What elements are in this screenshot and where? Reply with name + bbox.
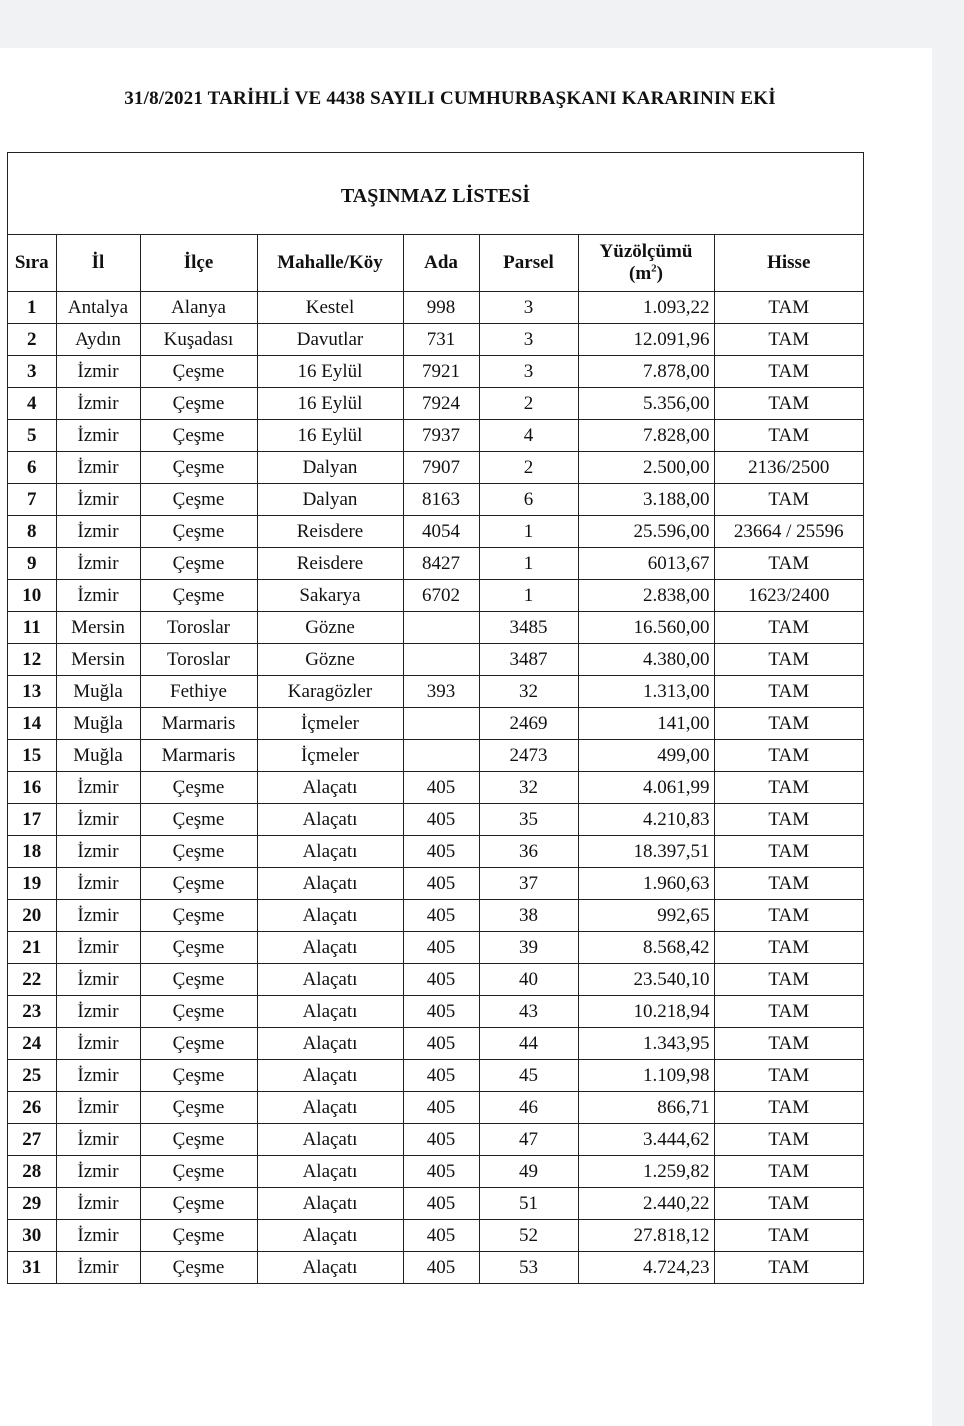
cell-ada: 405 (403, 772, 479, 804)
cell-mahalle: Reisdere (257, 516, 403, 548)
cell-ilce: Çeşme (140, 772, 257, 804)
cell-parsel: 3 (479, 356, 578, 388)
cell-ilce: Çeşme (140, 548, 257, 580)
header-mahalle: Mahalle/Köy (257, 235, 403, 292)
cell-parsel: 32 (479, 772, 578, 804)
cell-parsel: 1 (479, 548, 578, 580)
cell-mahalle: Gözne (257, 644, 403, 676)
cell-parsel: 4 (479, 420, 578, 452)
cell-sira: 22 (8, 964, 56, 996)
cell-il: İzmir (56, 420, 140, 452)
cell-yuzolcumu: 6013,67 (578, 548, 714, 580)
table-row (8, 324, 863, 356)
cell-mahalle: 16 Eylül (257, 356, 403, 388)
cell-hisse: TAM (714, 772, 863, 804)
cell-mahalle: Alaçatı (257, 836, 403, 868)
cell-il: Aydın (56, 324, 140, 356)
cell-ada: 405 (403, 1252, 479, 1284)
cell-ilce: Marmaris (140, 708, 257, 740)
cell-parsel: 38 (479, 900, 578, 932)
table-row (8, 548, 863, 580)
cell-yuzolcumu: 992,65 (578, 900, 714, 932)
header-yuzolcumu-unit: $(m^2)$ (629, 262, 663, 284)
cell-ada (403, 708, 479, 740)
cell-ada (403, 740, 479, 772)
cell-ada: 4054 (403, 516, 479, 548)
cell-parsel: 3487 (479, 644, 578, 676)
header-yuzolcumu (578, 235, 714, 292)
cell-ilce: Çeşme (140, 836, 257, 868)
cell-mahalle: Sakarya (257, 580, 403, 612)
cell-parsel: 45 (479, 1060, 578, 1092)
cell-ilce: Marmaris (140, 740, 257, 772)
table-row (8, 1252, 863, 1284)
cell-ilce: Çeşme (140, 868, 257, 900)
cell-ada: 405 (403, 996, 479, 1028)
cell-ada: 998 (403, 292, 479, 324)
cell-ada: 405 (403, 964, 479, 996)
cell-hisse: TAM (714, 1252, 863, 1284)
cell-yuzolcumu: 1.259,82 (578, 1156, 714, 1188)
cell-mahalle: Alaçatı (257, 964, 403, 996)
cell-ada: 405 (403, 1156, 479, 1188)
cell-yuzolcumu: 12.091,96 (578, 324, 714, 356)
table-row (8, 292, 863, 324)
cell-sira: 19 (8, 868, 56, 900)
cell-yuzolcumu: 8.568,42 (578, 932, 714, 964)
cell-mahalle: Alaçatı (257, 804, 403, 836)
cell-hisse: TAM (714, 484, 863, 516)
cell-mahalle: Dalyan (257, 484, 403, 516)
table-row (8, 676, 863, 708)
cell-ada: 6702 (403, 580, 479, 612)
cell-il: İzmir (56, 836, 140, 868)
cell-mahalle: Alaçatı (257, 1060, 403, 1092)
cell-ada: 405 (403, 804, 479, 836)
cell-ilce: Kuşadası (140, 324, 257, 356)
table-row (8, 996, 863, 1028)
header-ada: Ada (403, 235, 479, 292)
cell-yuzolcumu: 499,00 (578, 740, 714, 772)
document-title: 31/8/2021 TARİHLİ VE 4438 SAYILI CUMHURBAŞKANI KARARININ EKİ (124, 88, 776, 109)
cell-il: Muğla (56, 676, 140, 708)
header-yuzolcumu-label: Yüzölçümü (599, 241, 693, 262)
cell-yuzolcumu: 4.210,83 (578, 804, 714, 836)
cell-sira: 10 (8, 580, 56, 612)
cell-sira: 29 (8, 1188, 56, 1220)
cell-hisse: TAM (714, 1188, 863, 1220)
cell-ada: 405 (403, 1028, 479, 1060)
cell-yuzolcumu: 3.444,62 (578, 1124, 714, 1156)
cell-mahalle: Alaçatı (257, 1220, 403, 1252)
cell-mahalle: Alaçatı (257, 1092, 403, 1124)
cell-hisse: TAM (714, 324, 863, 356)
cell-mahalle: Alaçatı (257, 868, 403, 900)
cell-sira: 31 (8, 1252, 56, 1284)
cell-hisse: TAM (714, 548, 863, 580)
cell-ilce: Çeşme (140, 1188, 257, 1220)
cell-hisse: TAM (714, 1060, 863, 1092)
cell-il: İzmir (56, 452, 140, 484)
cell-il: Muğla (56, 740, 140, 772)
cell-il: İzmir (56, 580, 140, 612)
cell-yuzolcumu: 141,00 (578, 708, 714, 740)
cell-sira: 12 (8, 644, 56, 676)
table-row (8, 772, 863, 804)
cell-hisse: TAM (714, 868, 863, 900)
cell-parsel: 44 (479, 1028, 578, 1060)
cell-mahalle: Alaçatı (257, 1028, 403, 1060)
cell-parsel: 43 (479, 996, 578, 1028)
header-ilce: İlçe (140, 235, 257, 292)
cell-ada: 405 (403, 836, 479, 868)
cell-parsel: 35 (479, 804, 578, 836)
cell-hisse: 23664 / 25596 (714, 516, 863, 548)
cell-parsel: 3485 (479, 612, 578, 644)
property-table (8, 235, 863, 1284)
cell-yuzolcumu: 4.380,00 (578, 644, 714, 676)
cell-ada (403, 612, 479, 644)
cell-parsel: 2473 (479, 740, 578, 772)
cell-parsel: 52 (479, 1220, 578, 1252)
cell-parsel: 2 (479, 452, 578, 484)
table-row (8, 1188, 863, 1220)
cell-hisse: 2136/2500 (714, 452, 863, 484)
cell-sira: 17 (8, 804, 56, 836)
cell-yuzolcumu: 1.960,63 (578, 868, 714, 900)
cell-parsel: 32 (479, 676, 578, 708)
cell-ada: 405 (403, 1092, 479, 1124)
cell-il: İzmir (56, 388, 140, 420)
cell-ada: 7907 (403, 452, 479, 484)
cell-sira: 8 (8, 516, 56, 548)
cell-hisse: TAM (714, 996, 863, 1028)
cell-sira: 2 (8, 324, 56, 356)
table-header-row (8, 235, 863, 292)
cell-parsel: 53 (479, 1252, 578, 1284)
cell-hisse: TAM (714, 420, 863, 452)
cell-il: İzmir (56, 900, 140, 932)
table-row (8, 932, 863, 964)
cell-hisse: TAM (714, 612, 863, 644)
table-row (8, 900, 863, 932)
cell-ilce: Çeşme (140, 1060, 257, 1092)
cell-parsel: 51 (479, 1188, 578, 1220)
cell-ilce: Çeşme (140, 1252, 257, 1284)
cell-yuzolcumu: 25.596,00 (578, 516, 714, 548)
cell-ada: 7924 (403, 388, 479, 420)
cell-mahalle: 16 Eylül (257, 388, 403, 420)
cell-sira: 9 (8, 548, 56, 580)
cell-ilce: Çeşme (140, 1028, 257, 1060)
cell-yuzolcumu: 4.061,99 (578, 772, 714, 804)
cell-ada: 405 (403, 868, 479, 900)
cell-sira: 14 (8, 708, 56, 740)
cell-sira: 18 (8, 836, 56, 868)
cell-ada: 393 (403, 676, 479, 708)
cell-hisse: TAM (714, 676, 863, 708)
cell-parsel: 1 (479, 516, 578, 548)
cell-ada: 405 (403, 1220, 479, 1252)
header-hisse: Hisse (714, 235, 863, 292)
cell-ilce: Çeşme (140, 356, 257, 388)
cell-il: İzmir (56, 1092, 140, 1124)
cell-il: Mersin (56, 612, 140, 644)
cell-ada: 8427 (403, 548, 479, 580)
cell-sira: 16 (8, 772, 56, 804)
table-row (8, 1124, 863, 1156)
cell-yuzolcumu: 10.218,94 (578, 996, 714, 1028)
cell-il: İzmir (56, 1188, 140, 1220)
cell-ilce: Çeşme (140, 804, 257, 836)
cell-ilce: Çeşme (140, 900, 257, 932)
cell-parsel: 6 (479, 484, 578, 516)
table-row (8, 388, 863, 420)
cell-il: İzmir (56, 1156, 140, 1188)
cell-ilce: Alanya (140, 292, 257, 324)
cell-ada: 7921 (403, 356, 479, 388)
cell-il: İzmir (56, 772, 140, 804)
cell-sira: 21 (8, 932, 56, 964)
header-il: İl (56, 235, 140, 292)
table-row (8, 452, 863, 484)
table-row (8, 964, 863, 996)
cell-hisse: 1623/2400 (714, 580, 863, 612)
cell-ada: 405 (403, 932, 479, 964)
header-sira: Sıra (8, 235, 56, 292)
cell-il: İzmir (56, 356, 140, 388)
table-row (8, 804, 863, 836)
cell-sira: 4 (8, 388, 56, 420)
table-row (8, 484, 863, 516)
cell-parsel: 36 (479, 836, 578, 868)
cell-ilce: Çeşme (140, 484, 257, 516)
cell-il: İzmir (56, 868, 140, 900)
cell-parsel: 3 (479, 324, 578, 356)
cell-yuzolcumu: 866,71 (578, 1092, 714, 1124)
cell-il: Mersin (56, 644, 140, 676)
cell-mahalle: Alaçatı (257, 772, 403, 804)
cell-parsel: 2 (479, 388, 578, 420)
cell-parsel: 47 (479, 1124, 578, 1156)
cell-ilce: Çeşme (140, 932, 257, 964)
cell-ilce: Çeşme (140, 420, 257, 452)
table-row (8, 644, 863, 676)
cell-mahalle: Kestel (257, 292, 403, 324)
table-row (8, 1028, 863, 1060)
cell-sira: 30 (8, 1220, 56, 1252)
cell-mahalle: Alaçatı (257, 1156, 403, 1188)
list-title: TAŞINMAZ LİSTESİ (8, 153, 863, 235)
cell-sira: 7 (8, 484, 56, 516)
cell-ilce: Toroslar (140, 644, 257, 676)
cell-sira: 13 (8, 676, 56, 708)
cell-yuzolcumu: 3.188,00 (578, 484, 714, 516)
cell-il: Antalya (56, 292, 140, 324)
cell-ada: 405 (403, 900, 479, 932)
cell-yuzolcumu: 27.818,12 (578, 1220, 714, 1252)
table-row (8, 1060, 863, 1092)
cell-ada: 7937 (403, 420, 479, 452)
cell-il: İzmir (56, 484, 140, 516)
table-row (8, 868, 863, 900)
table-row (8, 836, 863, 868)
cell-ilce: Çeşme (140, 516, 257, 548)
cell-yuzolcumu: 1.313,00 (578, 676, 714, 708)
cell-parsel: 40 (479, 964, 578, 996)
table-row (8, 356, 863, 388)
cell-il: İzmir (56, 804, 140, 836)
cell-sira: 5 (8, 420, 56, 452)
cell-ada: 405 (403, 1060, 479, 1092)
cell-ilce: Çeşme (140, 580, 257, 612)
cell-yuzolcumu: 23.540,10 (578, 964, 714, 996)
cell-hisse: TAM (714, 1092, 863, 1124)
cell-mahalle: Dalyan (257, 452, 403, 484)
cell-parsel: 2469 (479, 708, 578, 740)
table-row (8, 420, 863, 452)
cell-mahalle: Davutlar (257, 324, 403, 356)
cell-parsel: 1 (479, 580, 578, 612)
cell-mahalle: Alaçatı (257, 900, 403, 932)
cell-hisse: TAM (714, 292, 863, 324)
cell-mahalle: Karagözler (257, 676, 403, 708)
cell-yuzolcumu: 2.838,00 (578, 580, 714, 612)
cell-ilce: Çeşme (140, 1220, 257, 1252)
cell-yuzolcumu: 2.440,22 (578, 1188, 714, 1220)
cell-ada: 405 (403, 1188, 479, 1220)
cell-yuzolcumu: 1.109,98 (578, 1060, 714, 1092)
cell-sira: 15 (8, 740, 56, 772)
cell-hisse: TAM (714, 740, 863, 772)
cell-hisse: TAM (714, 1156, 863, 1188)
cell-il: İzmir (56, 1252, 140, 1284)
cell-il: İzmir (56, 964, 140, 996)
cell-mahalle: Alaçatı (257, 996, 403, 1028)
cell-hisse: TAM (714, 1124, 863, 1156)
property-list (7, 152, 864, 1284)
cell-ilce: Toroslar (140, 612, 257, 644)
cell-hisse: TAM (714, 388, 863, 420)
cell-yuzolcumu: 1.093,22 (578, 292, 714, 324)
cell-yuzolcumu: 7.828,00 (578, 420, 714, 452)
cell-mahalle: Gözne (257, 612, 403, 644)
cell-parsel: 39 (479, 932, 578, 964)
cell-ada: 731 (403, 324, 479, 356)
cell-il: İzmir (56, 516, 140, 548)
cell-sira: 28 (8, 1156, 56, 1188)
cell-ada: 8163 (403, 484, 479, 516)
table-row (8, 580, 863, 612)
cell-yuzolcumu: 1.343,95 (578, 1028, 714, 1060)
cell-hisse: TAM (714, 356, 863, 388)
cell-yuzolcumu: 5.356,00 (578, 388, 714, 420)
cell-ada: 405 (403, 1124, 479, 1156)
cell-ilce: Çeşme (140, 1092, 257, 1124)
cell-mahalle: Alaçatı (257, 1124, 403, 1156)
cell-sira: 26 (8, 1092, 56, 1124)
cell-sira: 20 (8, 900, 56, 932)
cell-sira: 3 (8, 356, 56, 388)
cell-sira: 27 (8, 1124, 56, 1156)
cell-parsel: 37 (479, 868, 578, 900)
cell-yuzolcumu: 16.560,00 (578, 612, 714, 644)
table-row (8, 708, 863, 740)
cell-mahalle: İçmeler (257, 740, 403, 772)
cell-ilce: Çeşme (140, 388, 257, 420)
cell-ilce: Çeşme (140, 964, 257, 996)
cell-hisse: TAM (714, 932, 863, 964)
cell-ilce: Çeşme (140, 996, 257, 1028)
cell-mahalle: İçmeler (257, 708, 403, 740)
cell-mahalle: Reisdere (257, 548, 403, 580)
cell-sira: 23 (8, 996, 56, 1028)
cell-hisse: TAM (714, 836, 863, 868)
cell-yuzolcumu: 4.724,23 (578, 1252, 714, 1284)
cell-mahalle: Alaçatı (257, 1188, 403, 1220)
table-row (8, 1220, 863, 1252)
cell-parsel: 46 (479, 1092, 578, 1124)
header-parsel: Parsel (479, 235, 578, 292)
cell-mahalle: 16 Eylül (257, 420, 403, 452)
cell-ilce: Fethiye (140, 676, 257, 708)
cell-ada (403, 644, 479, 676)
table-row (8, 1156, 863, 1188)
cell-sira: 1 (8, 292, 56, 324)
cell-sira: 6 (8, 452, 56, 484)
cell-il: İzmir (56, 996, 140, 1028)
cell-mahalle: Alaçatı (257, 932, 403, 964)
cell-il: İzmir (56, 1028, 140, 1060)
cell-parsel: 3 (479, 292, 578, 324)
cell-sira: 11 (8, 612, 56, 644)
cell-ilce: Çeşme (140, 1156, 257, 1188)
cell-yuzolcumu: 18.397,51 (578, 836, 714, 868)
table-row (8, 612, 863, 644)
cell-il: İzmir (56, 1124, 140, 1156)
cell-hisse: TAM (714, 964, 863, 996)
cell-ilce: Çeşme (140, 1124, 257, 1156)
cell-il: Muğla (56, 708, 140, 740)
cell-il: İzmir (56, 932, 140, 964)
cell-hisse: TAM (714, 708, 863, 740)
table-row (8, 1092, 863, 1124)
cell-sira: 25 (8, 1060, 56, 1092)
cell-hisse: TAM (714, 644, 863, 676)
cell-il: İzmir (56, 1060, 140, 1092)
table-row (8, 516, 863, 548)
cell-ilce: Çeşme (140, 452, 257, 484)
cell-mahalle: Alaçatı (257, 1252, 403, 1284)
table-row (8, 740, 863, 772)
cell-hisse: TAM (714, 804, 863, 836)
table-body (8, 292, 863, 1284)
cell-yuzolcumu: 7.878,00 (578, 356, 714, 388)
cell-hisse: TAM (714, 1028, 863, 1060)
cell-parsel: 49 (479, 1156, 578, 1188)
cell-hisse: TAM (714, 1220, 863, 1252)
cell-il: İzmir (56, 1220, 140, 1252)
cell-sira: 24 (8, 1028, 56, 1060)
cell-hisse: TAM (714, 900, 863, 932)
cell-yuzolcumu: 2.500,00 (578, 452, 714, 484)
cell-il: İzmir (56, 548, 140, 580)
